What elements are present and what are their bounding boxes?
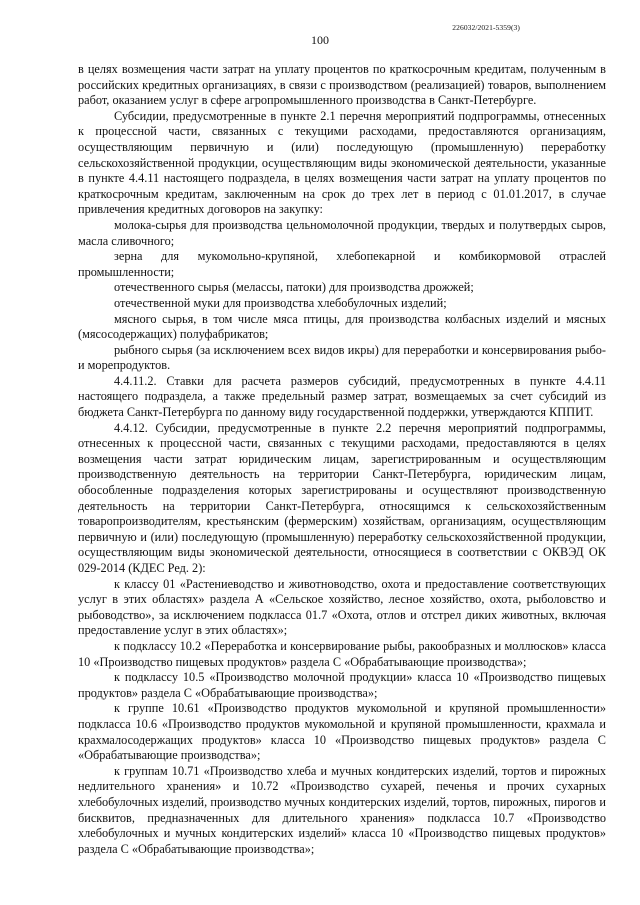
page-number: 100: [311, 33, 329, 47]
list-paragraph: к группе 10.61 «Производство продуктов мукомольной и крупяной промышленности» подкласса 10.6 «Производство продуктов мукомольной и крупяной промышленности, крахмала и крахмалосодержащих продуктов» класса 10 «Производство пищевых продуктов» раздела С «Обрабатывающие производства»;: [78, 701, 606, 763]
list-paragraph: зерна для мукомольно-крупяной, хлебопекарной и комбикормовой отраслей промышленности;: [78, 249, 606, 279]
paragraph: в целях возмещения части затрат на уплату процентов по краткосрочным кредитам, полученным в российских кредитных организациях, в связи с производством (реализацией) товаров, выполнением работ, оказанием услуг в сфере агропромышленного производства в Санкт-Петербурге.: [78, 62, 606, 108]
list-paragraph: к подклассу 10.2 «Переработка и консервирование рыбы, ракообразных и моллюсков» класса 10 «Производство пищевых продуктов» раздела С «Обрабатывающие производства»;: [78, 638, 606, 669]
paragraph: Субсидии, предусмотренные в пункте 2.1 перечня мероприятий подпрограммы, отнесенных к процессной части, связанных с текущими расходами, предоставляются организациям, осуществляющим первичную и (или) последующую (промышленную) переработку сельскохозяйственной продукции, осуществляющим виды экономической деятельности, указанные в пункте 4.4.11 настоящего подраздела, в целях возмещения части затрат на уплату процентов по краткосрочным кредитам, заключенным на срок до трех лет в период с 01.01.2017, в случае привлечения кредитных договоров на закупку:: [78, 108, 606, 217]
list-paragraph: мясного сырья, в том числе мяса птицы, для производства колбасных изделий и мясных (мясосодержащих) полуфабрикатов;: [78, 311, 606, 342]
list-paragraph: рыбного сырья (за исключением всех видов икры) для переработки и консервирования рыбо- и морепродуктов.: [78, 342, 606, 373]
list-paragraph: к группам 10.71 «Производство хлеба и мучных кондитерских изделий, тортов и пирожных недлительного хранения» и 10.72 «Производство сухарей, печенья и прочих сухарных хлебобулочных изделий, производство мучных кондитерских изделий, тортов, пирожных, пирогов и бисквитов, предназначенных для длительного хранения» подкласса 10.7 «Производство хлебобулочных и мучных кондитерских изделий» класса 10 «Производство пищевых продуктов» раздела С «Обрабатывающие производства»;: [78, 763, 606, 856]
document-registration-number: 226032/2021-5359(3): [452, 23, 520, 32]
document-body: [78, 62, 606, 857]
paragraph: 4.4.12. Субсидии, предусмотренные в пункте 2.2 перечня мероприятий подпрограммы, отнесенных к процессной части, связанных с текущими расходами, предоставляются в целях возмещения части затрат юридическим лицам, зарегистрированным и осуществляющим производственную деятельность на территории Санкт-Петербурга, юридическим лицам, обособленные подразделения которых зарегистрированы и осуществляют производственную деятельность на территории Санкт-Петербурга, относящимся к сельскохозяйственным товаропроизводителям, крестьянским (фермерским) хозяйствам, организациям, осуществляющим первичную и (или) последующую (промышленную) переработку сельскохозяйственной продукции, осуществляющим виды экономической деятельности, относящиеся в соответствии с ОКВЭД ОК 029-2014 (КДЕС Ред. 2):: [78, 420, 606, 575]
list-paragraph: молока-сырья для производства цельномолочной продукции, твердых и полутвердых сыров, масла сливочного;: [78, 217, 606, 248]
list-paragraph: отечественного сырья (мелассы, патоки) для производства дрожжей;: [114, 280, 474, 295]
list-paragraph: к подклассу 10.5 «Производство молочной продукции» класса 10 «Производство пищевых продуктов» раздела С «Обрабатывающие производства»;: [78, 670, 606, 700]
list-paragraph: к классу 01 «Растениеводство и животноводство, охота и предоставление соответствующих услуг в этих областях» раздела А «Сельское хозяйство, лесное хозяйство, охота, рыболовство и рыбоводство», за исключением подкласса 01.7 «Охота, отлов и отстрел диких животных, включая предоставление услуг в этих областях»;: [78, 576, 606, 638]
paragraph: 4.4.11.2. Ставки для расчета размеров субсидий, предусмотренных в пункте 4.4.11 настоящего подраздела, а также предельный размер затрат, возмещаемых за счет субсидий из бюджета Санкт-Петербурга по данному виду государственной поддержки, утверждаются КППИТ.: [78, 373, 606, 420]
list-paragraph: отечественной муки для производства хлебобулочных изделий;: [114, 295, 447, 310]
